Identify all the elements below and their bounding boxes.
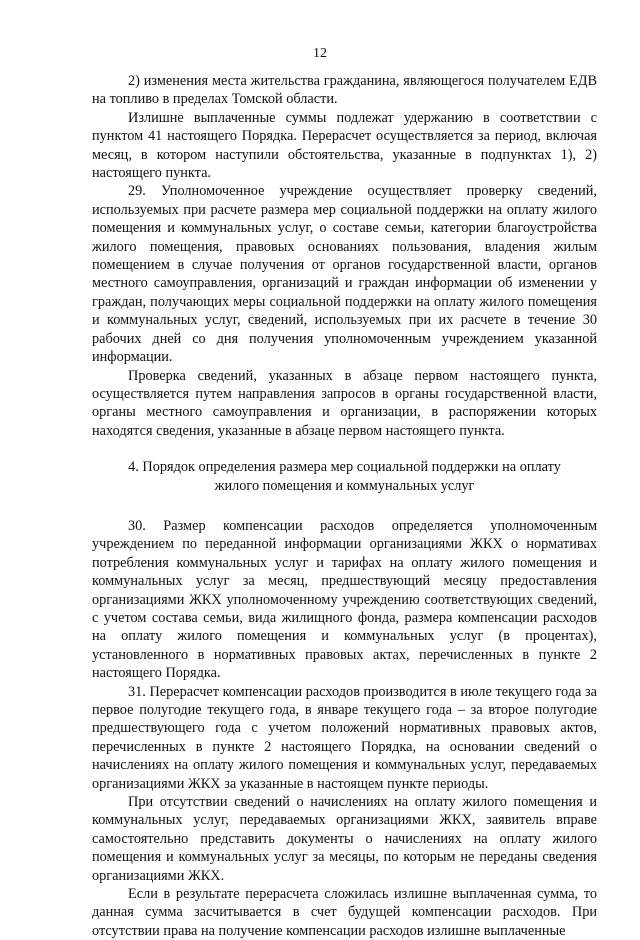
paragraph-31: 31. Перерасчет компенсации расходов производится в июле текущего года за первое полугодие текущего года, в январе текущего года – за второе полугодие предшествующего года с учетом положений нормативных правовых актов, перечисленных в пункте 2 настоящего Порядка, на основании сведений о начислениях на оплату жилого помещения и коммунальных услуг, передаваемых организациями ЖКХ за указанные в настоящем пункте периоды.	[92, 683, 597, 792]
paragraph-item-2-residence-change: 2) изменения места жительства гражданина, являющегося получателем ЕДВ на топливо в пределах Томской области.	[92, 73, 597, 108]
paragraph-overpaid-after-recalc: Если в результате перерасчета сложилась излишне выплаченная сумма, то данная сумма засчитывается в счет будущей компенсации расходов. При отсутствии права на получение компенсации расходов излишне выплаченные	[92, 886, 597, 939]
paragraph-missing-accruals: При отсутствии сведений о начислениях на оплату жилого помещения и коммунальных услуг, передаваемых организациями ЖКХ, заявитель вправе самостоятельно представить документы о начислениях на оплату жилого помещения и коммунальных услуг за месяцы, по которым не переданы сведения организациями ЖКХ.	[92, 794, 597, 884]
paragraph-29: 29. Уполномоченное учреждение осуществляет проверку сведений, используемых при расчете размера мер социальной поддержки на оплату жилого помещения и коммунальных услуг, о составе семьи, категории благоустройства жилого помещения, правовых основаниях пользования, владения жилым помещением в случае получения от органов государственной власти, органов местного самоуправления, организаций и граждан информации об изменении у граждан, получающих меры социальной поддержки на оплату жилого помещения и коммунальных услуг, сведений, используемых при их расчете в течение 30 рабочих дней со дня получения уполномоченным учреждением указанной информации.	[92, 183, 597, 366]
document-body	[92, 72, 597, 940]
page-number: 12	[313, 46, 327, 61]
paragraph-30: 30. Размер компенсации расходов определяется уполномоченным учреждением по переданной информации организациями ЖКХ о нормативах потребления коммунальных услуг и тарифах на оплату жилого помещения и коммунальных услуг за месяц, предшествующий месяцу предоставления организациями ЖКХ уполномоченному учреждению соответствующих сведений, с учетом состава семьи, вида жилищного фонда, размера компенсации расходов на оплату жилого помещения и коммунальных услуг (в процентах), установленного в нормативных правовых актах, перечисленных в пункте 2 настоящего Порядка.	[92, 517, 597, 682]
section-heading-line-2: жилого помещения и коммунальных услуг	[214, 477, 475, 494]
paragraph-overpaid-sums: Излишне выплаченные суммы подлежат удержанию в соответствии с пунктом 41 настоящего Порядка. Перерасчет осуществляется за период, включая месяц, в котором наступили обстоятельства, указанные в подпунктах 1), 2) настоящего пункта.	[92, 109, 597, 182]
paragraph-verification: Проверка сведений, указанных в абзаце первом настоящего пункта, осуществляется путем направления запросов в органы государственной власти, органы местного самоуправления и организации, в распоряжении которых находятся сведения, указанные в абзаце первом настоящего пункта.	[92, 367, 597, 439]
section-heading	[92, 458, 597, 495]
section-heading-line-1: 4. Порядок определения размера мер социальной поддержки на оплату	[128, 459, 561, 476]
